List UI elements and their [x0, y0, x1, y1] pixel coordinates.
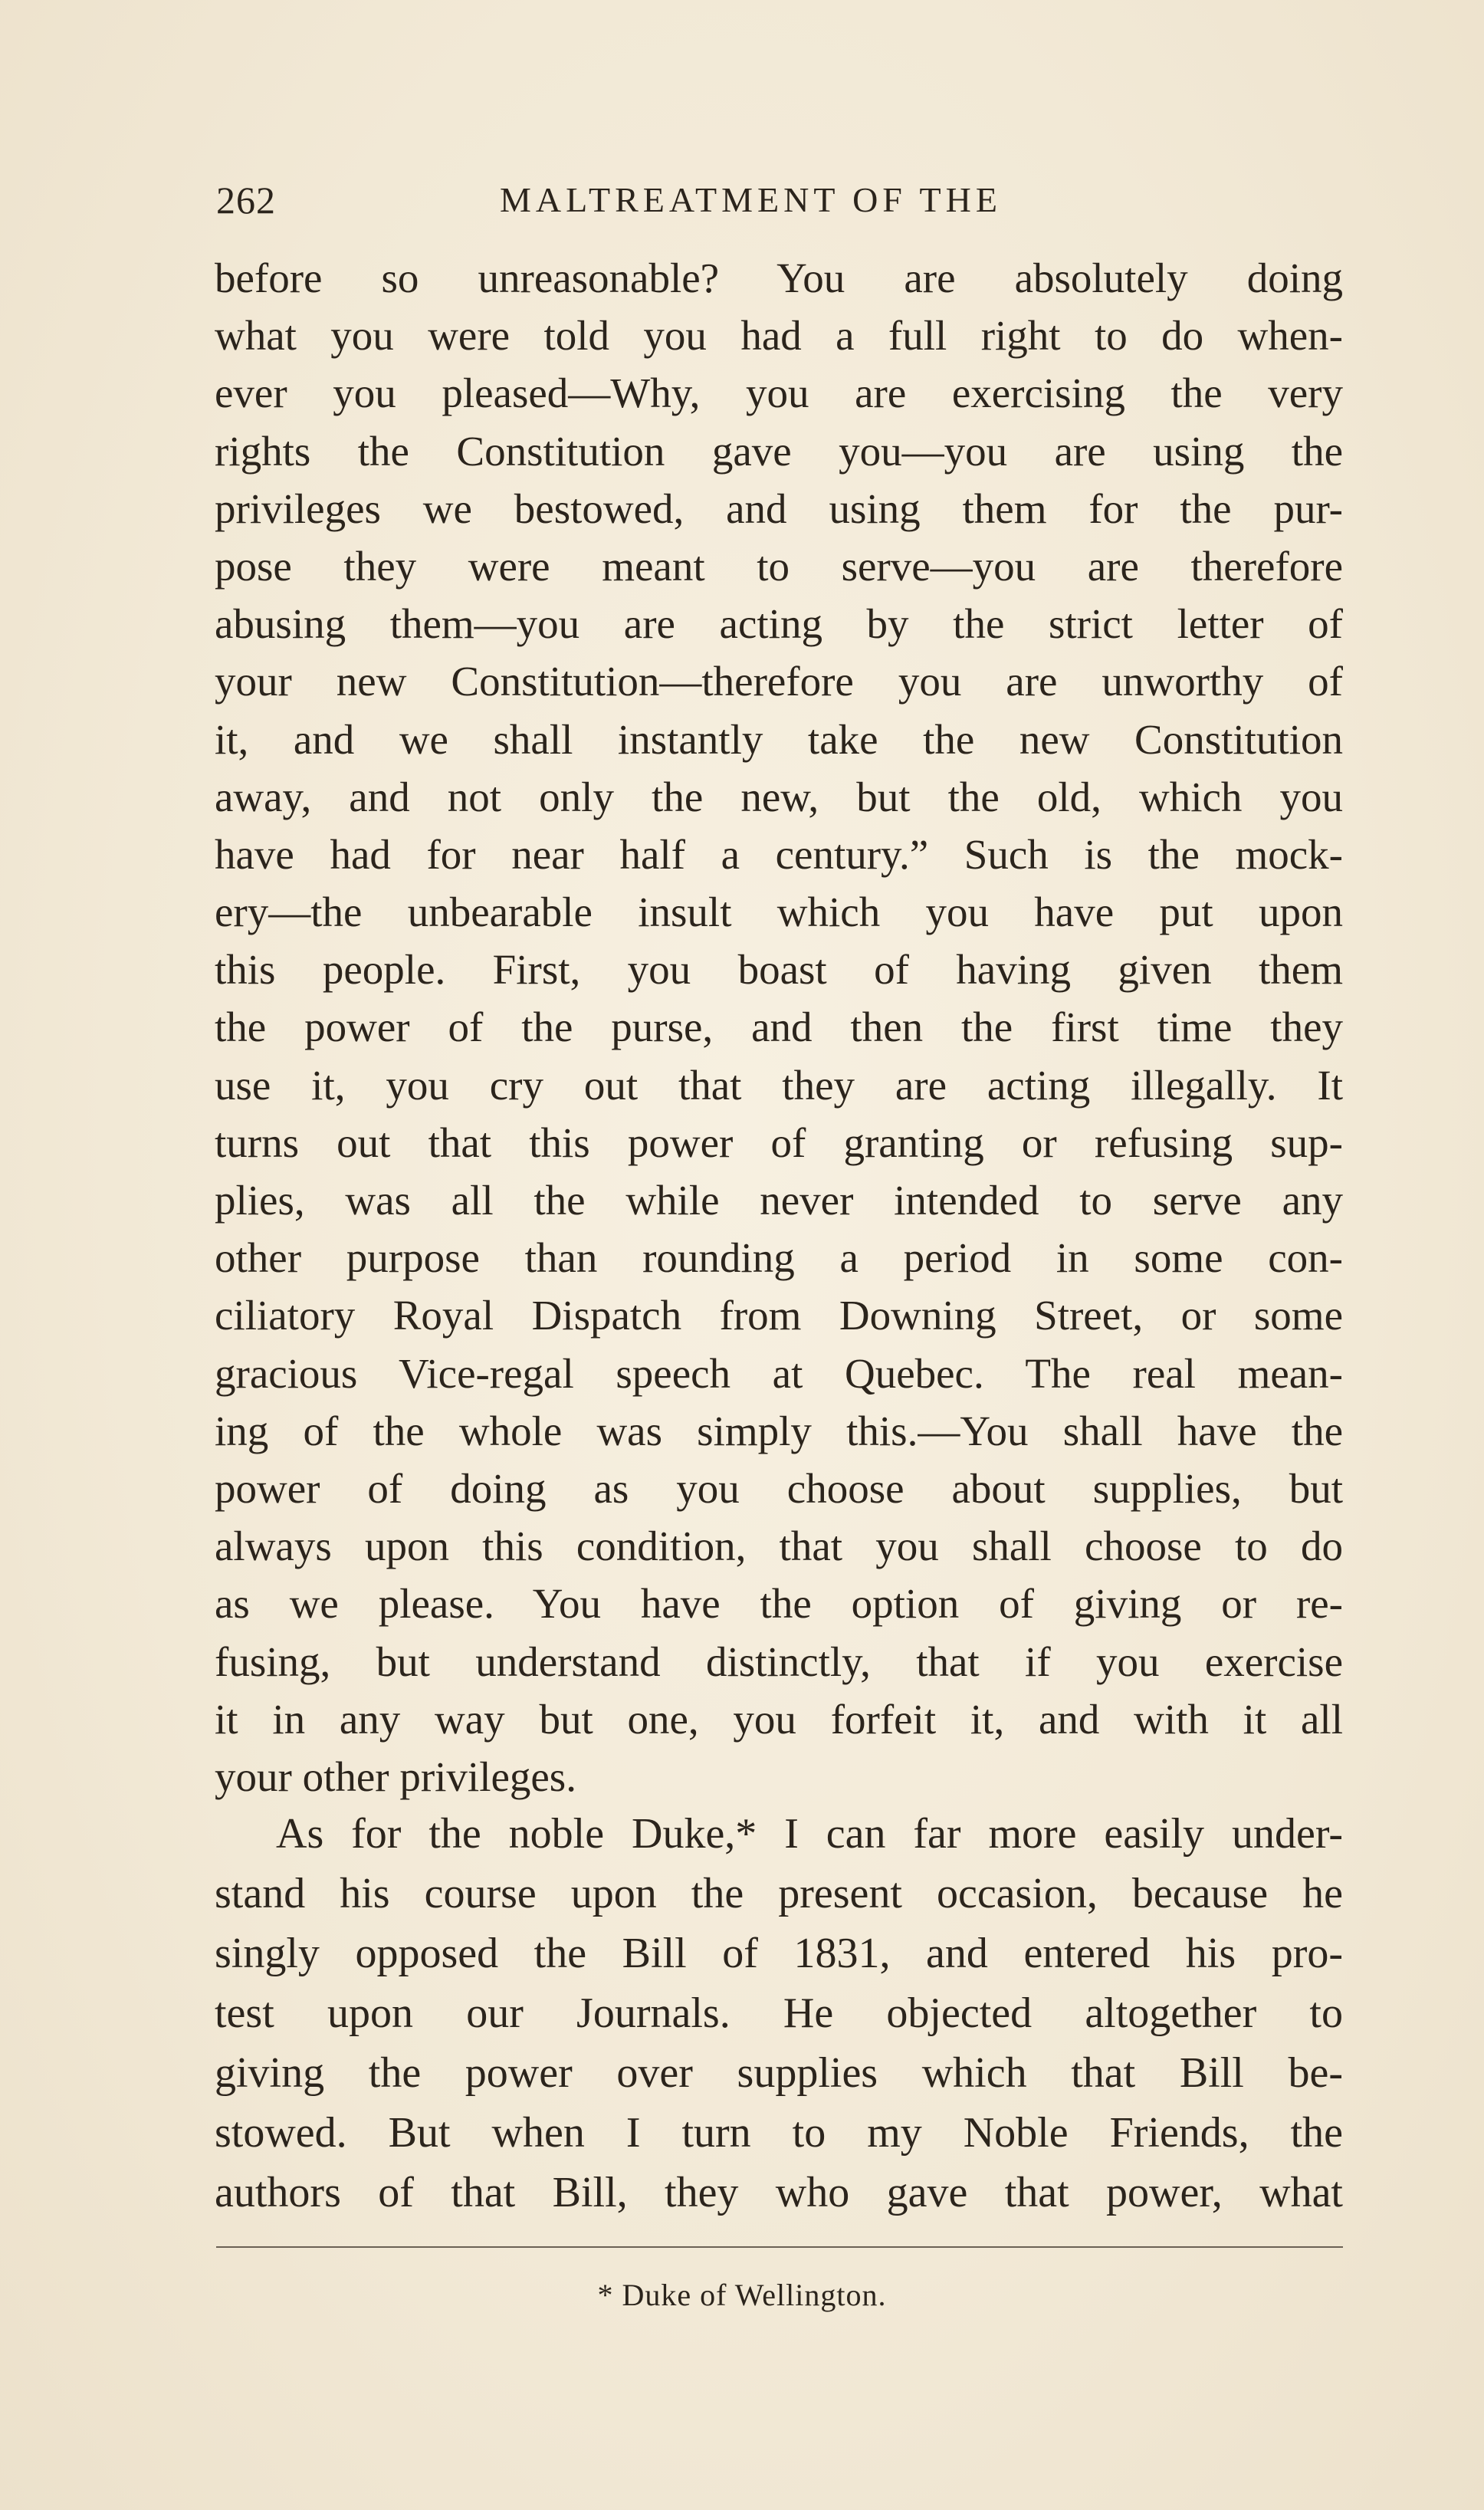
text-line: giving the power over supplies which that Bill be-	[215, 2049, 1343, 2098]
text-line: as we please. You have the option of giving or re-	[215, 1580, 1343, 1628]
text-line: turns out that this power of granting or refusing sup-	[215, 1119, 1343, 1166]
text-line: ery—the unbearable insult which you have put upon	[215, 889, 1343, 936]
text-line: stand his course upon the present occasion, because he	[215, 1870, 1343, 1918]
text-line: other purpose than rounding a period in some con-	[215, 1234, 1343, 1282]
body-text	[215, 249, 1343, 2224]
text-line: have had for near half a century.” Such is the mock-	[215, 830, 1343, 878]
text-line: ever you pleased—Why, you are exercising the very	[215, 370, 1343, 417]
text-line: fusing, but understand distinctly, that if you exercise	[215, 1638, 1343, 1685]
text-line: test upon our Journals. He objected altogether to	[215, 1989, 1343, 2038]
footnote-divider	[216, 2246, 1343, 2248]
text-line: power of doing as you choose about supplies, but	[215, 1464, 1343, 1512]
text-line: privileges we bestowed, and using them for the pur-	[215, 485, 1343, 532]
footnote: * Duke of Wellington.	[597, 2278, 887, 2312]
text-line: use it, you cry out that they are acting illegally. It	[215, 1061, 1343, 1109]
page-header	[216, 178, 1351, 232]
text-line: this people. First, you boast of having given them	[215, 946, 1343, 994]
text-line: away, and not only the new, but the old, which you	[215, 773, 1343, 820]
text-line: abusing them—you are acting by the strict letter of	[215, 600, 1343, 648]
paragraph-2	[215, 1805, 1343, 2224]
text-line: singly opposed the Bill of 1831, and entered his pro-	[215, 1930, 1343, 1978]
text-line: it in any way but one, you forfeit it, and with it all	[215, 1695, 1343, 1743]
text-line: ciliatory Royal Dispatch from Downing Street, or some	[215, 1292, 1343, 1339]
text-line: your other privileges.	[215, 1753, 576, 1800]
text-line: always upon this condition, that you shall choose to do	[215, 1523, 1343, 1570]
text-line: it, and we shall instantly take the new Constitution	[215, 715, 1343, 763]
text-line: authors of that Bill, they who gave that power, what	[215, 2169, 1343, 2217]
text-line: your new Constitution—therefore you are unworthy of	[215, 658, 1343, 705]
text-line: plies, was all the while never intended to serve any	[215, 1177, 1343, 1224]
text-line: before so unreasonable? You are absolutely doing	[215, 255, 1343, 301]
running-head: MALTREATMENT OF THE	[500, 180, 1002, 219]
text-line: pose they were meant to serve—you are therefore	[215, 542, 1343, 590]
page-number: 262	[216, 179, 276, 222]
text-line: the power of the purse, and then the first time they	[215, 1004, 1343, 1051]
text-line: gracious Vice-regal speech at Quebec. The real mean-	[215, 1349, 1343, 1397]
text-line: what you were told you had a full right to do when-	[215, 312, 1343, 360]
text-line: stowed. But when I turn to my Noble Friends, the	[215, 2109, 1343, 2157]
text-line: As for the noble Duke,* I can far more easily under-	[276, 1810, 1343, 1858]
paragraph-1	[215, 249, 1343, 1805]
text-line: rights the Constitution gave you—you are using the	[215, 427, 1343, 475]
text-line: ing of the whole was simply this.—You shall have the	[215, 1407, 1343, 1454]
